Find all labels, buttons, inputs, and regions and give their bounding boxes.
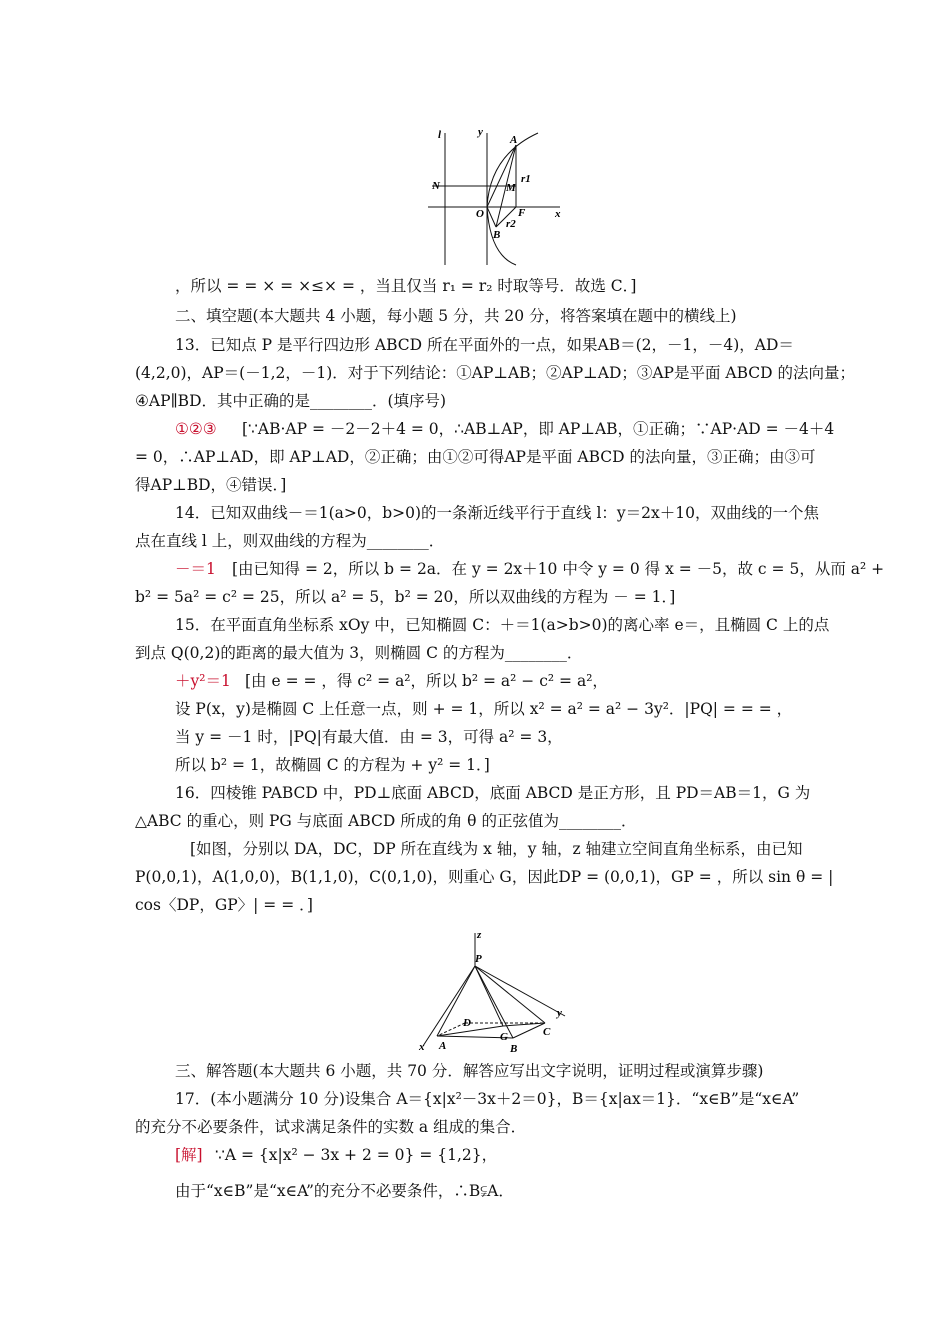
label-y: y <box>478 126 483 138</box>
text-line: P(0,0,1)，A(1,0,0)，B(1,1,0)，C(0,1,0)，则重心 G，因此DP = (0,0,1)，GP = ，所以 sin θ = | <box>135 868 834 886</box>
text-line: 得AP⊥BD，④错误．] <box>135 476 287 494</box>
label-D: D <box>463 1017 471 1029</box>
text-line: ∵A = {x|x² − 3x + 2 = 0} = {1,2}， <box>215 1146 498 1164</box>
text-line: = 0，∴AP⊥AD，即 AP⊥AD，②正确；由①②可得AP是平面 ABCD 的法向量，③正确；由③可 <box>135 448 816 466</box>
parabola-figure <box>420 125 570 270</box>
text-line: 设 P(x，y)是椭圆 C 上任意一点，则 + = 1，所以 x² = a² = a² − 3y²．|PQ| = = = ， <box>175 700 793 718</box>
text-line: [如图，分别以 DA，DC，DP 所在直线为 x 轴，y 轴，z 轴建立空间直角坐标系，由已知 <box>190 840 803 858</box>
text-line: [由已知得 = 2，所以 b = 2a．在 y = 2x＋10 中令 y = 0 得 x = －5，故 c = 5，从而 a² + <box>232 560 885 578</box>
label-B2: B <box>510 1043 518 1055</box>
label-r1: r1 <box>521 173 531 185</box>
text-line: ＋y²＝1 <box>175 672 231 690</box>
label-r2: r2 <box>506 218 516 230</box>
text-line: cos〈DP，GP〉| = = ．] <box>135 896 313 914</box>
text-line: ①②③ <box>175 420 217 438</box>
text-line: △ABC 的重心，则 PG 与底面 ABCD 所成的角 θ 的正弦值为________． <box>135 812 637 830</box>
text-line: (4,2,0)，AP＝(－1,2，－1)．对于下列结论：①AP⊥AB；②AP⊥AD；③AP是平面 ABCD 的法向量； <box>135 364 856 382</box>
text-line: 的充分不必要条件，试求满足条件的实数 a 组成的集合． <box>135 1118 527 1136</box>
label-A: A <box>510 134 518 146</box>
text-line: 由于“x∈B”是“x∈A”的充分不必要条件，∴B⫋A． <box>175 1182 514 1200</box>
label-y2: y <box>557 1007 562 1019</box>
label-l: l <box>438 129 442 141</box>
text-line: [由 e = = ，得 c² = a²，所以 b² = a² − c² = a²， <box>245 672 608 690</box>
label-F: F <box>518 207 526 219</box>
text-line: 14．已知双曲线－＝1(a>0，b>0)的一条渐近线平行于直线 l：y＝2x＋10，双曲线的一个焦 <box>175 504 820 522</box>
text-line: 点在直线 l 上，则双曲线的方程为________． <box>135 532 445 550</box>
text-line: 所以 b² = 1，故椭圆 C 的方程为 + y² = 1．] <box>175 756 490 774</box>
text-line: 15．在平面直角坐标系 xOy 中，已知椭圆 C：＋＝1(a>b>0)的离心率 e＝，且椭圆 C 上的点 <box>175 616 830 634</box>
label-N: N <box>432 180 440 192</box>
text-line: 二、填空题(本大题共 4 小题，每小题 5 分，共 20 分，将答案填在题中的横线上) <box>175 307 737 325</box>
label-P: P <box>475 953 482 965</box>
text-line: 到点 Q(0,2)的距离的最大值为 3，则椭圆 C 的方程为________． <box>135 644 583 662</box>
label-O: O <box>476 208 484 220</box>
label-z: z <box>477 929 482 941</box>
text-line: 13．已知点 P 是平行四边形 ABCD 所在平面外的一点，如果AB＝(2，－1，－4)，AD＝ <box>175 336 794 354</box>
text-line: 16．四棱锥 PABCD 中，PD⊥底面 ABCD，底面 ABCD 是正方形，且 PD＝AB＝1，G 为 <box>175 784 811 802</box>
text-line: 17．(本小题满分 10 分)设集合 A＝{x|x²－3x＋2＝0}，B＝{x|ax＝1}．“x∈B”是“x∈A” <box>175 1090 800 1108</box>
label-x: x <box>555 208 561 220</box>
label-A2: A <box>439 1040 447 1052</box>
label-B: B <box>493 229 501 241</box>
label-M: M <box>506 182 516 194</box>
text-line: －＝1 <box>175 560 216 578</box>
text-line: ④AP∥BD．其中正确的是________．(填序号) <box>135 392 447 410</box>
label-C: C <box>543 1026 551 1038</box>
text-line: b² = 5a² = c² = 25，所以 a² = 5，b² = 20，所以双曲线的方程为 － = 1．] <box>135 588 676 606</box>
text-line: ，所以 = = × = ×≤× = ，当且仅当 r₁ = r₂ 时取等号．故选 C．] <box>175 277 637 295</box>
text-line: [解] <box>175 1146 203 1164</box>
text-line: [∵AB·AP = －2－2＋4 = 0，∴AB⊥AP，即 AP⊥AB，①正确；∵AP·AD = －4＋4 <box>242 420 835 438</box>
label-G: G <box>500 1031 508 1043</box>
label-x2: x <box>419 1041 425 1053</box>
text-line: 三、解答题(本大题共 6 小题，共 70 分．解答应写出文字说明，证明过程或演算步骤) <box>175 1062 764 1080</box>
text-line: 当 y = －1 时，|PQ|有最大值．由 = 3，可得 a² = 3， <box>175 728 563 746</box>
pyramid-figure <box>415 928 575 1058</box>
